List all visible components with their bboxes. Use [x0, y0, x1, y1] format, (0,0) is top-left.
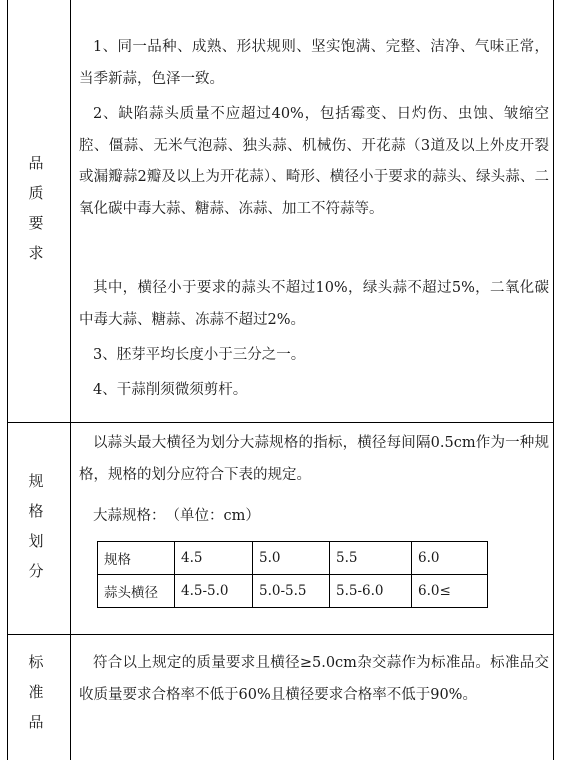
table-cell: 4.5 [175, 542, 253, 575]
label-char: 要 [28, 214, 44, 232]
quality-item-3: 3、胚芽平均长度小于三分之一。 [93, 347, 306, 363]
garlic-size-table [97, 541, 488, 608]
table-cell: 6.0 [412, 542, 488, 575]
label-char: 质 [28, 184, 44, 202]
quality-requirements-label [12, 148, 60, 268]
row-divider-grading-standard [7, 634, 554, 635]
table-cell: 5.0-5.5 [253, 575, 330, 608]
label-char: 划 [28, 532, 44, 550]
quality-note: 其中，横径小于要求的蒜头不超过10%，绿头蒜不超过5%，二氧化碳中毒大蒜、糖蒜、冻蒜不超过2%。 [79, 280, 549, 328]
grading-label [12, 466, 60, 586]
table-cell: 6.0≤ [412, 575, 488, 608]
label-char: 格 [28, 502, 44, 520]
table-cell: 5.0 [253, 542, 330, 575]
grading-intro: 以蒜头最大横径为划分大蒜规格的指标，横径每间隔0.5cm作为一种规格，规格的划分应符合下表的规定。 [79, 435, 549, 483]
table-row [98, 575, 488, 608]
table-cell: 4.5-5.0 [175, 575, 253, 608]
table-cell: 5.5 [330, 542, 412, 575]
table-row [98, 542, 488, 575]
table-cell: 5.5-6.0 [330, 575, 412, 608]
label-char: 规 [28, 472, 44, 490]
quality-item-2: 2、缺陷蒜头质量不应超过40%，包括霉变、日灼伤、虫蚀、皱缩空腔、僵蒜、无米气泡蒜、独头蒜、机械伤、开花蒜（3道及以上外皮开裂或漏瓣蒜2瓣及以上为开花蒜）、畸形、横径小于要求的蒜头、绿头蒜、二氧化碳中毒大蒜、糖蒜、冻蒜、加工不符蒜等。 [79, 106, 549, 217]
quality-item-4: 4、干蒜削须微须剪杆。 [93, 382, 248, 398]
table-column-divider [70, 0, 71, 760]
label-char: 分 [28, 562, 44, 580]
row-divider-quality-grading [7, 422, 554, 423]
label-char: 标 [28, 653, 44, 671]
size-table-caption: 大蒜规格： （单位：cm） [93, 508, 260, 524]
standard-product-text: 符合以上规定的质量要求且横径≥5.0cm杂交蒜作为标准品。标准品交收质量要求合格率不低于60%且横径要求合格率不低于90%。 [79, 655, 549, 703]
label-char: 准 [28, 683, 44, 701]
table-border-right [553, 0, 554, 760]
quality-item-1: 1、同一品种、成熟、形状规则、坚实饱满、完整、洁净、气味正常，当季新蒜，色泽一致。 [79, 39, 549, 87]
table-border-left [7, 0, 8, 760]
table-cell: 蒜头横径 [98, 575, 175, 608]
label-char: 品 [28, 713, 44, 731]
label-char: 求 [28, 244, 44, 262]
standard-product-label [12, 647, 60, 737]
table-cell: 规格 [98, 542, 175, 575]
label-char: 品 [28, 154, 44, 172]
